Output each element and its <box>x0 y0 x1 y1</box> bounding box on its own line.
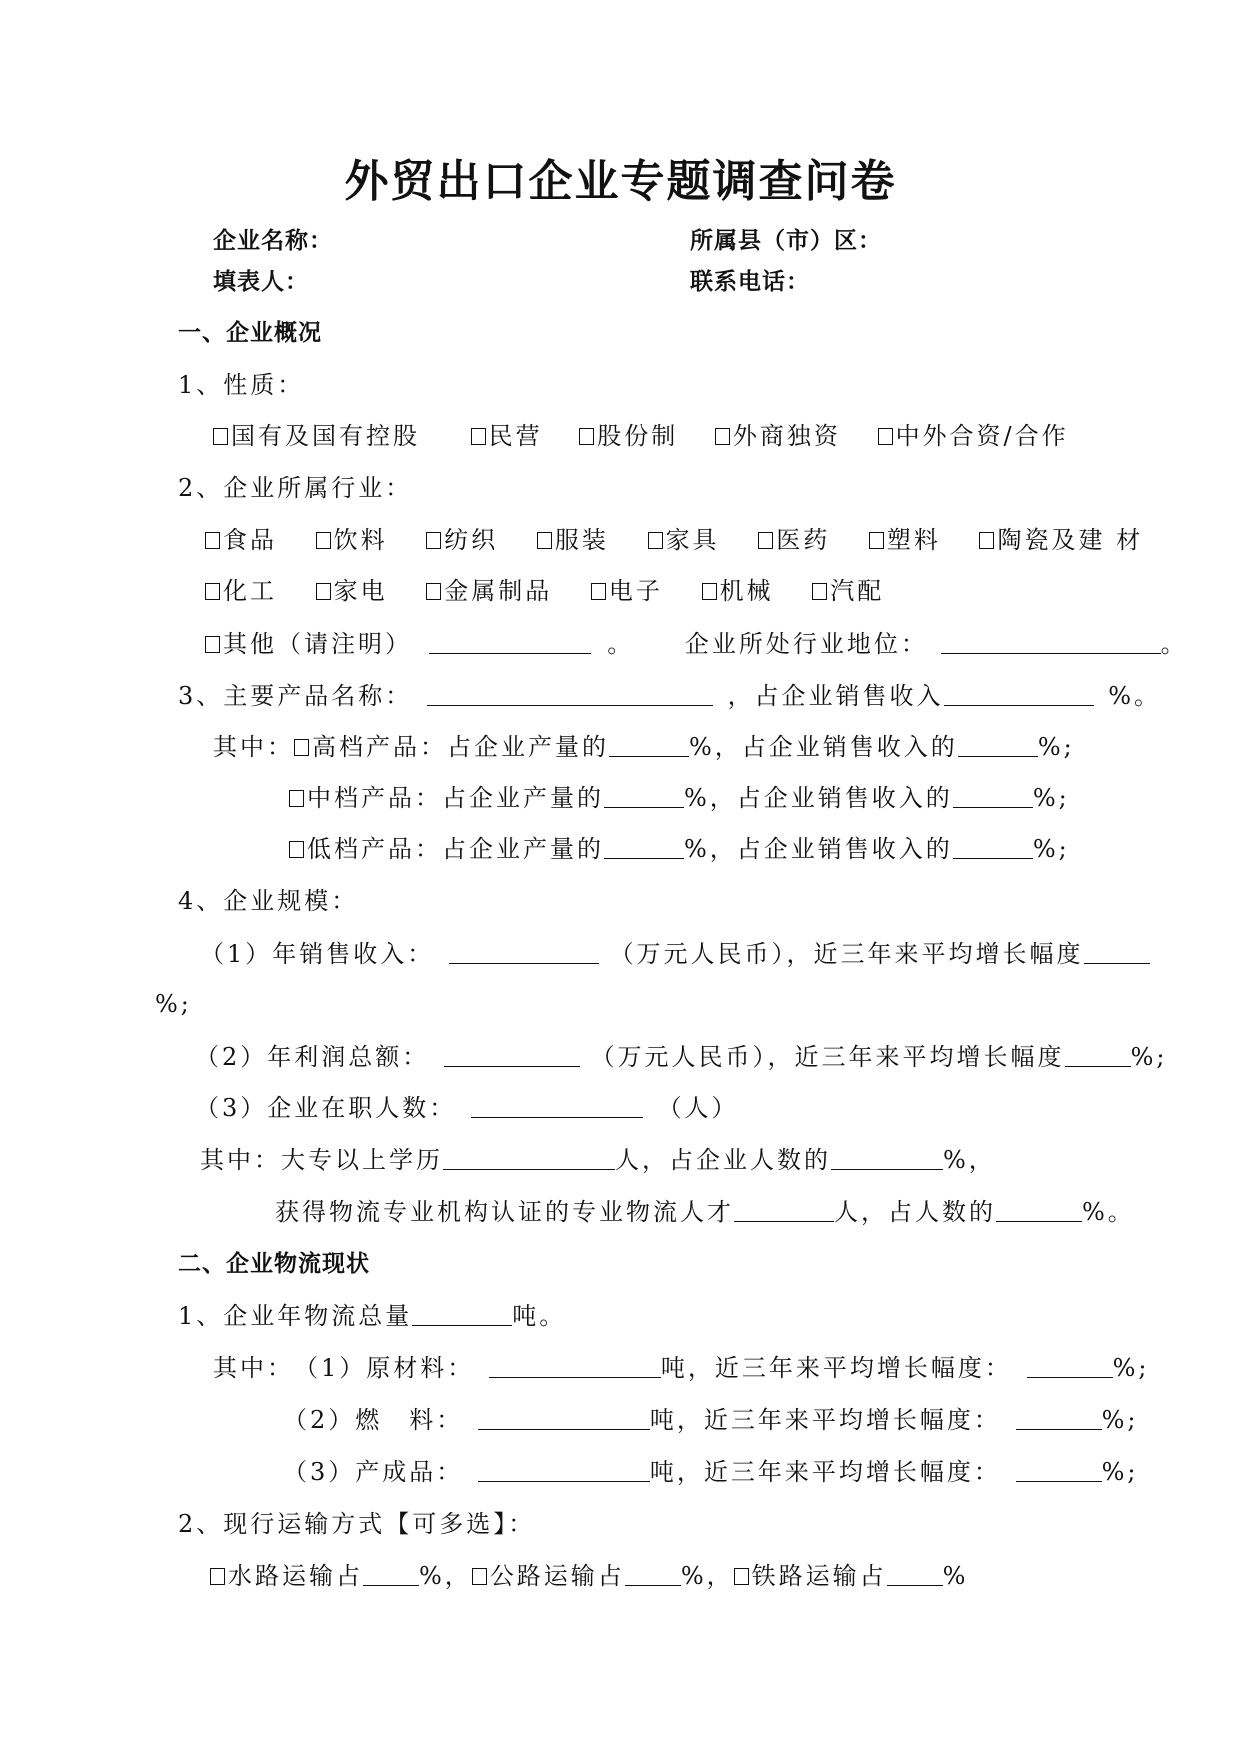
q1-options <box>213 419 1069 453</box>
percent-label: % <box>942 1562 969 1590</box>
q3-row <box>178 679 1161 713</box>
growth-label: 吨，近三年来平均增长幅度： <box>660 1354 1012 1382</box>
output-share-label: ：占企业产量的 <box>415 784 604 812</box>
checkbox-icon[interactable] <box>648 532 663 549</box>
college-count-field[interactable] <box>443 1143 615 1170</box>
sales-share-label: %，占企业销售收入的 <box>684 835 953 863</box>
q4-label: 4、企业规模： <box>178 887 359 915</box>
growth-label: 吨，近三年来平均增长幅度： <box>649 1406 1001 1434</box>
checkbox-icon[interactable] <box>316 532 331 549</box>
profit-row <box>195 1040 1167 1074</box>
q1-label: 1、性质： <box>178 371 305 399</box>
option-textile[interactable]: 纺织 <box>426 523 498 557</box>
product-sales-share-field[interactable] <box>944 679 1094 706</box>
growth-label: 吨，近三年来平均增长幅度： <box>649 1458 1001 1486</box>
college-degree-label: 其中：大专以上学历 <box>200 1146 443 1174</box>
checkbox-icon[interactable] <box>210 1568 225 1585</box>
checkbox-icon[interactable] <box>878 428 893 445</box>
fuel-growth-field[interactable] <box>1016 1403 1102 1430</box>
mid-sales-field[interactable] <box>953 781 1033 808</box>
percent-label: %; <box>1032 784 1070 812</box>
sales-growth-field[interactable] <box>1084 937 1150 964</box>
profit-growth-field[interactable] <box>1065 1040 1131 1067</box>
option-state-owned[interactable]: 国有及国有控股 <box>213 419 420 453</box>
annual-profit-label: （2）年利润总额： <box>195 1043 430 1071</box>
q3-label: 3、主要产品名称： <box>178 682 413 710</box>
q2-options-row1 <box>205 523 1143 557</box>
percent-label: %， <box>419 1562 472 1590</box>
persons-share-label: 人，占企业人数的 <box>615 1146 831 1174</box>
certified-count-field[interactable] <box>734 1195 834 1222</box>
option-apparel[interactable]: 服装 <box>537 523 609 557</box>
sales-share-label: ，占企业销售收入 <box>727 682 944 710</box>
checkbox-icon[interactable] <box>205 636 220 653</box>
certified-staff-label: 获得物流专业机构认证的专业物流人才 <box>275 1198 734 1226</box>
percent-label: %， <box>680 1562 734 1590</box>
checkbox-icon[interactable] <box>294 739 309 756</box>
option-plastics[interactable]: 塑料 <box>869 523 941 557</box>
grade-high-row <box>213 730 1075 764</box>
option-joint-stock[interactable]: 股份制 <box>579 419 678 453</box>
option-appliances[interactable]: 家电 <box>316 574 388 608</box>
filler-label: 填表人： <box>213 269 309 295</box>
certified-share-field[interactable] <box>996 1195 1082 1222</box>
ton-unit-label: 吨。 <box>512 1302 567 1330</box>
low-output-field[interactable] <box>604 832 684 859</box>
grade-mid-row <box>289 781 1070 815</box>
checkbox-icon[interactable] <box>715 428 730 445</box>
high-sales-field[interactable] <box>958 730 1038 757</box>
punctuation: 。 <box>607 630 635 658</box>
sales-share-label: %，占企业销售收入的 <box>689 733 958 761</box>
option-machinery[interactable]: 机械 <box>702 574 774 608</box>
checkbox-icon[interactable] <box>316 583 331 600</box>
annual-sales-field[interactable] <box>449 937 599 964</box>
district-label: 所属县（市）区： <box>690 228 882 254</box>
transport-modes-row <box>210 1559 968 1593</box>
checkbox-icon[interactable] <box>579 428 594 445</box>
transport-mode-label: 2、现行运输方式【可多选】： <box>178 1510 536 1538</box>
fuel-label: （2）燃 料： <box>283 1406 464 1434</box>
logistics-total-label: 1、企业年物流总量 <box>178 1302 413 1330</box>
checkbox-icon[interactable] <box>591 583 606 600</box>
railway-share-field[interactable] <box>887 1559 943 1586</box>
sales-pct: %; <box>155 990 192 1018</box>
checkbox-icon[interactable] <box>426 532 441 549</box>
staff-count-field[interactable] <box>471 1091 643 1118</box>
sales-share-label: %，占企业销售收入的 <box>684 784 953 812</box>
other-industry-field[interactable] <box>429 627 591 654</box>
option-private[interactable]: 民营 <box>471 419 543 453</box>
highway-share-field[interactable] <box>625 1559 681 1586</box>
output-share-label: ：占企业产量的 <box>415 835 604 863</box>
checkbox-icon[interactable] <box>734 1568 749 1585</box>
waterway-label: 水路运输占 <box>228 1562 363 1590</box>
punctuation: 。 <box>1160 630 1188 658</box>
checkbox-icon[interactable] <box>205 583 220 600</box>
option-foreign-owned[interactable]: 外商独资 <box>715 419 841 453</box>
finished-goods-growth-field[interactable] <box>1016 1455 1102 1482</box>
grade-low-row <box>289 832 1070 866</box>
grade-mid-label: 中档产品 <box>307 784 415 812</box>
raw-material-label: （1）原材料： <box>294 1354 475 1382</box>
checkbox-icon[interactable] <box>869 532 884 549</box>
staff-row <box>195 1091 739 1125</box>
checkbox-icon[interactable] <box>758 532 773 549</box>
phone-label: 联系电话： <box>690 269 810 295</box>
percent-label: %。 <box>1082 1198 1135 1226</box>
among-label: 其中： <box>213 1354 294 1382</box>
percent-label: %; <box>1112 1354 1150 1382</box>
option-other-label: 其他（请注明） <box>223 630 412 658</box>
q2-other-row <box>205 627 1188 661</box>
sales-row <box>200 937 1150 971</box>
option-ceramics[interactable]: 陶瓷及建 材 <box>979 523 1143 557</box>
low-sales-field[interactable] <box>953 832 1033 859</box>
raw-material-growth-field[interactable] <box>1027 1351 1113 1378</box>
option-electronics[interactable]: 电子 <box>591 574 663 608</box>
q2-label: 2、企业所属行业： <box>178 474 413 502</box>
checkbox-icon[interactable] <box>289 841 304 858</box>
finished-goods-field[interactable] <box>478 1455 650 1482</box>
railway-label: 铁路运输占 <box>751 1562 887 1590</box>
fuel-row <box>283 1403 1138 1437</box>
main-product-field[interactable] <box>427 679 713 706</box>
certified-share-label: 人，占人数的 <box>834 1198 996 1226</box>
grade-low-label: 低档产品 <box>307 835 415 863</box>
raw-material-row <box>213 1351 1149 1385</box>
checkbox-icon[interactable] <box>426 583 441 600</box>
rmb-growth-label: （万元人民币），近三年来平均增长幅度 <box>609 940 1084 968</box>
checkbox-icon[interactable] <box>471 428 486 445</box>
industry-position-label: 企业所处行业地位： <box>684 630 928 658</box>
option-metal[interactable]: 金属制品 <box>426 574 552 608</box>
page-title: 外贸出口企业专题调查问卷 <box>344 156 897 207</box>
option-pharma[interactable]: 医药 <box>758 523 830 557</box>
waterway-share-field[interactable] <box>363 1559 419 1586</box>
option-beverage[interactable]: 饮料 <box>316 523 388 557</box>
option-furniture[interactable]: 家具 <box>648 523 720 557</box>
raw-material-field[interactable] <box>489 1351 661 1378</box>
output-share-label: ：占企业产量的 <box>420 733 609 761</box>
checkbox-icon[interactable] <box>472 1568 487 1585</box>
checkbox-icon[interactable] <box>702 583 717 600</box>
annual-sales-label: （1）年销售收入： <box>200 940 435 968</box>
option-joint-venture[interactable]: 中外合资/合作 <box>878 419 1069 453</box>
checkbox-icon[interactable] <box>289 790 304 807</box>
q2-options-row2 <box>205 574 884 608</box>
logistics-total-row <box>178 1299 566 1333</box>
option-food[interactable]: 食品 <box>205 523 277 557</box>
among-label: 其中： <box>213 733 294 761</box>
education-row <box>200 1143 996 1177</box>
percent-label: %; <box>1101 1406 1139 1434</box>
percent-label: %; <box>1130 1043 1168 1071</box>
logistics-total-field[interactable] <box>412 1299 512 1326</box>
percent-label: %; <box>1032 835 1070 863</box>
option-chemical[interactable]: 化工 <box>205 574 277 608</box>
checkbox-icon[interactable] <box>213 428 228 445</box>
percent-label: %， <box>943 1146 996 1174</box>
option-auto-parts[interactable]: 汽配 <box>812 574 884 608</box>
highway-label: 公路运输占 <box>489 1562 625 1590</box>
high-output-field[interactable] <box>609 730 689 757</box>
company-name-label: 企业名称： <box>213 228 333 254</box>
checkbox-icon[interactable] <box>205 532 220 549</box>
person-unit-label: （人） <box>657 1094 739 1122</box>
finished-goods-label: （3）产成品： <box>283 1458 464 1486</box>
section1-heading: 一、企业概况 <box>178 320 322 346</box>
grade-high-label: 高档产品 <box>312 733 420 761</box>
certified-row <box>275 1195 1135 1229</box>
fuel-field[interactable] <box>478 1403 650 1430</box>
mid-output-field[interactable] <box>604 781 684 808</box>
percent-label: %; <box>1037 733 1075 761</box>
finished-goods-row <box>283 1455 1138 1489</box>
staff-count-label: （3）企业在职人数： <box>195 1094 457 1122</box>
checkbox-icon[interactable] <box>537 532 552 549</box>
annual-profit-field[interactable] <box>444 1040 580 1067</box>
percent-label: %。 <box>1108 682 1162 710</box>
percent-label: %; <box>1101 1458 1139 1486</box>
rmb-growth-label: （万元人民币），近三年来平均增长幅度 <box>590 1043 1065 1071</box>
industry-position-field[interactable] <box>941 627 1161 654</box>
checkbox-icon[interactable] <box>812 583 827 600</box>
college-share-field[interactable] <box>831 1143 943 1170</box>
checkbox-icon[interactable] <box>979 532 994 549</box>
section2-heading: 二、企业物流现状 <box>178 1251 370 1277</box>
